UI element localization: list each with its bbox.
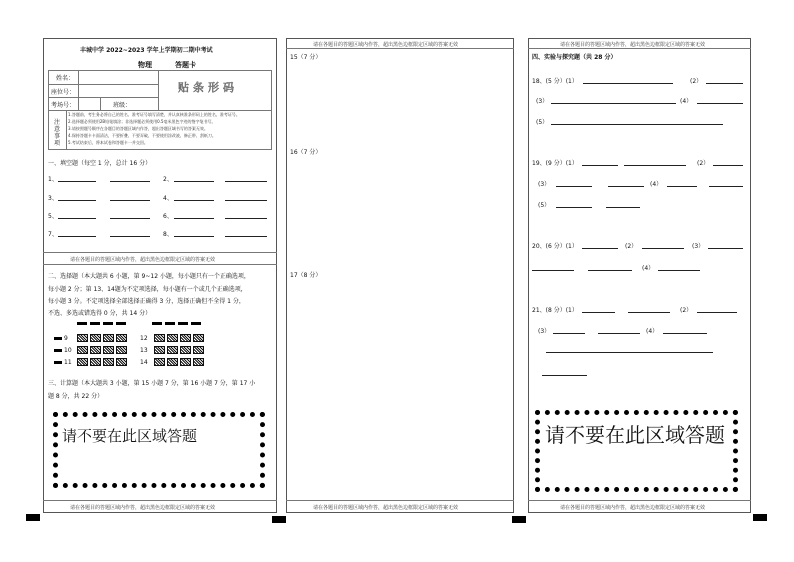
notice-bar: 请在各题目的答题区域内作答，超出黑色边框限定区域的答案无效 [560,505,706,511]
bubble-d[interactable] [193,334,204,342]
notice-bar: 请在各题目的答题区域内作答，超出黑色边框限定区域的答案无效 [313,42,459,48]
bubble-c[interactable] [103,346,114,354]
bubble-a[interactable] [154,346,165,354]
bubble-a[interactable] [77,358,88,366]
school-title: 丰城中学 2022~2023 学年上学期初二期中考试 [80,47,213,54]
bubble-d[interactable] [193,358,204,366]
bubble-b[interactable] [167,346,178,354]
no-answer-zone-right [535,410,738,492]
notice-bar: 请在各题目的答题区域内作答，超出黑色边框限定区域的答案无效 [313,505,459,511]
section3-title-2: 题 8 分，共 22 分） [48,393,104,400]
sheet-title: 答题卡 [175,61,196,69]
q15-label: 15（7 分） [290,54,322,61]
notice-line-1: 1.答题前，考生务必将自己的姓名、准考证号填写清楚，并认真核准条形码上的姓名、准考证号。 [68,112,240,117]
fill-item: 5、 [48,213,58,220]
bubble-b[interactable] [167,334,178,342]
bubble-b[interactable] [167,358,178,366]
no-answer-zone-left [53,412,265,488]
bubble-d[interactable] [116,334,127,342]
bubble-c[interactable] [180,358,191,366]
position-mark [26,514,40,521]
bubble-a[interactable] [77,334,88,342]
q19-label: 19、(9 分）(1） [532,160,578,167]
choice-row: 10 [64,346,129,354]
choice-row: 11 [64,358,129,366]
bubble-a[interactable] [154,358,165,366]
choice-row: 12 [140,334,206,342]
fill-item: 1、 [48,176,58,183]
bubble-a[interactable] [154,334,165,342]
notice-line-5: 5.考试结束后，将本试卷和答题卡一并交回。 [68,140,148,145]
notice-line-2: 2.选择题必须使用2B铅笔填涂；非选择题必须使用0.5毫米黑色字迹的签字笔书写。 [68,119,216,124]
subject-title: 物理 [138,61,152,69]
notice-bar: 请在各题目的答题区域内作答，超出黑色边框限定区域的答案无效 [560,42,706,48]
section2-title-1: 二、选择题（本大题共 6 小题，第 9~12 小题，每小题只有一个正确选项， [48,273,250,280]
fill-item: 7、 [48,231,58,238]
no-answer-text: 请不要在此区域答题 [545,423,725,447]
fill-item: 4、 [163,195,173,202]
class-label: 班级： [113,102,132,109]
notice-label-2: 意 [54,126,61,133]
fill-item: 3、 [48,195,58,202]
choice-row: 9 [64,334,129,342]
notice-line-3: 3.请按照题号顺序在各题目的答题区域内作答，超出答题区域书写的答案无效。 [68,126,208,131]
position-mark [272,516,286,523]
fill-item: 2、 [163,176,173,183]
bubble-c[interactable] [103,358,114,366]
bubble-c[interactable] [180,334,191,342]
bubble-b[interactable] [90,358,101,366]
section2-title-2: 每小题 2 分；第 13、14题为不定项选择，每小题有一个或几个正确选项， [48,286,247,293]
bubble-d[interactable] [193,346,204,354]
fill-item: 8、 [163,231,173,238]
section4-title: 四、实验与探究题（共 28 分） [532,54,617,61]
notice-label-4: 项 [54,140,61,147]
section3-title-1: 三、计算题（本大题共 3 小题，第 15 小题 7 分，第 16 小题 7 分，第 17 小 [48,380,256,387]
notice-bar: 请在各题目的答题区域内作答，超出黑色边框限定区域的答案无效 [70,257,216,263]
notice-bar: 请在各题目的答题区域内作答，超出黑色边框限定区域的答案无效 [70,505,216,511]
q16-label: 16（7 分） [290,149,322,156]
q17-label: 17（8 分） [290,272,322,279]
bubble-a[interactable] [77,346,88,354]
room-label: 考场号： [51,102,76,109]
choice-row: 14 [140,358,206,366]
q21-label: 21、(8 分）(1） [532,307,578,314]
seat-label: 座位号： [51,89,76,96]
bubble-b[interactable] [90,346,101,354]
no-answer-text: 请不要在此区域答题 [62,427,198,445]
bubble-c[interactable] [103,334,114,342]
notice-label-1: 注 [54,119,61,126]
notice-line-4: 4.保持答题卡卡面清洁，不要折叠、不要弄破、不要使用涂改液、修正带、刮纸刀。 [68,133,216,138]
section2-title-3: 每小题 3 分。不定项选择全部选择正确得 3 分，选择正确但不全得 1 分， [48,298,245,305]
bubble-d[interactable] [116,358,127,366]
choice-row: 13 [140,346,206,354]
q20-label: 20、(6 分）(1） [532,243,578,250]
bubble-c[interactable] [180,346,191,354]
barcode-label: 贴条形码 [178,81,238,94]
name-label: 姓名： [56,75,75,82]
q18-label: 18、(5 分）(1） [532,78,578,85]
notice-label-3: 事 [54,133,61,140]
position-mark [512,516,526,523]
barcode-area [178,76,258,100]
section1-title: 一、填空题（每空 1 分，总计 16 分） [48,160,152,167]
section2-title-4: 不选、多选或错选得 0 分，共 14 分） [48,310,152,317]
fill-item: 6、 [163,213,173,220]
bubble-b[interactable] [90,334,101,342]
bubble-d[interactable] [116,346,127,354]
position-mark [753,514,767,521]
